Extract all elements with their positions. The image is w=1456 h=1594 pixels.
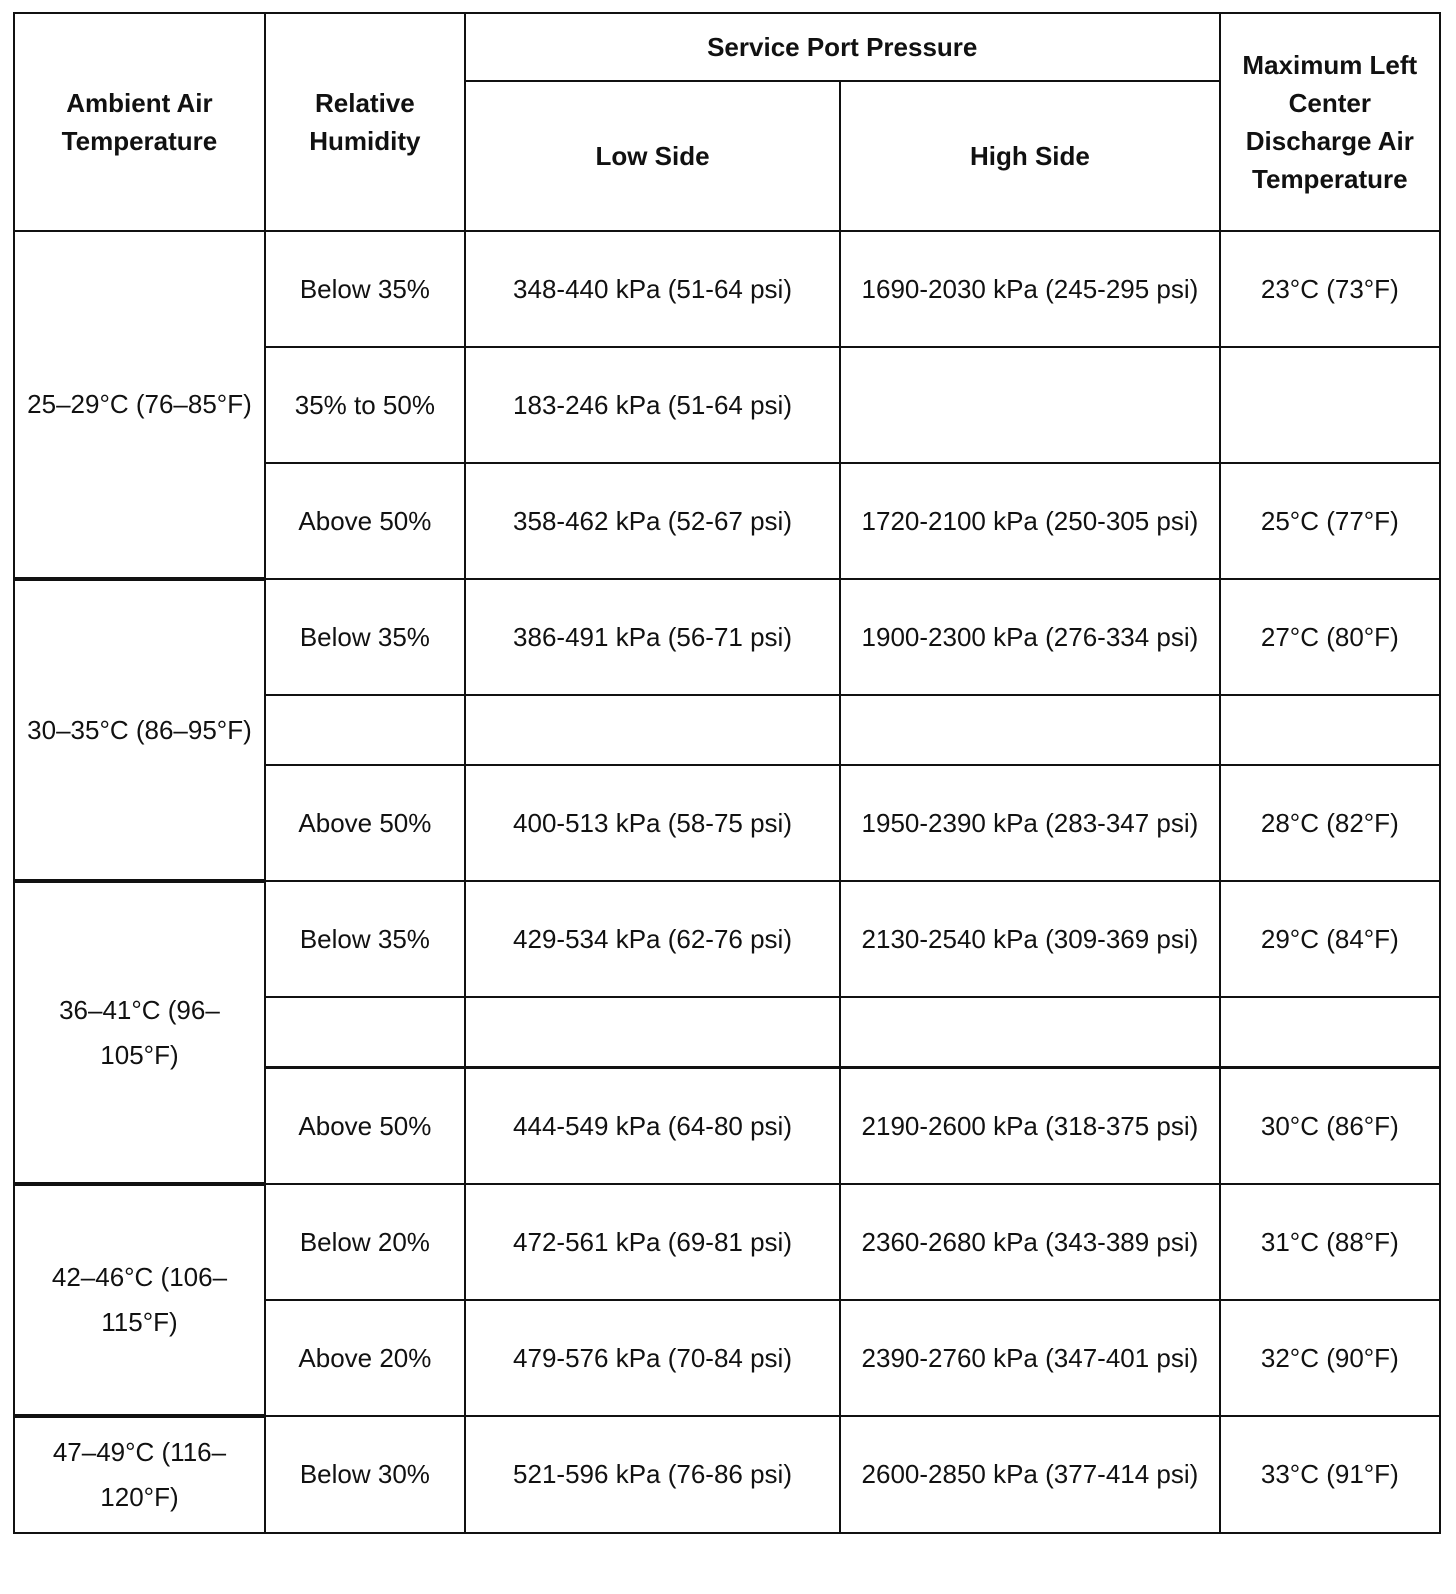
low-side-cell: 444-549 kPa (64-80 psi) xyxy=(465,1068,840,1185)
ambient-temp-cell: 30–35°C (86–95°F) xyxy=(14,579,265,881)
max-temp-cell: 27°C (80°F) xyxy=(1220,579,1440,695)
max-temp-cell: 25°C (77°F) xyxy=(1220,463,1440,579)
low-side-cell: 183-246 kPa (51-64 psi) xyxy=(465,347,840,463)
table-row xyxy=(14,231,1440,347)
high-side-cell xyxy=(840,695,1219,765)
max-temp-cell xyxy=(1220,695,1440,765)
max-temp-cell: 23°C (73°F) xyxy=(1220,231,1440,347)
humidity-cell: Below 30% xyxy=(265,1416,465,1533)
table-row xyxy=(14,1184,1440,1300)
high-side-cell: 2190-2600 kPa (318-375 psi) xyxy=(840,1068,1219,1185)
humidity-cell: Below 35% xyxy=(265,881,465,997)
max-temp-cell: 32°C (90°F) xyxy=(1220,1300,1440,1416)
low-side-cell: 400-513 kPa (58-75 psi) xyxy=(465,765,840,881)
humidity-cell: Below 35% xyxy=(265,231,465,347)
max-temp-cell xyxy=(1220,997,1440,1068)
max-temp-cell: 33°C (91°F) xyxy=(1220,1416,1440,1533)
high-side-cell xyxy=(840,997,1219,1068)
low-side-cell: 472-561 kPa (69-81 psi) xyxy=(465,1184,840,1300)
high-side-cell: 1900-2300 kPa (276-334 psi) xyxy=(840,579,1219,695)
table-row xyxy=(14,579,1440,695)
humidity-cell: 35% to 50% xyxy=(265,347,465,463)
high-side-cell: 1720-2100 kPa (250-305 psi) xyxy=(840,463,1219,579)
header-max-discharge-temp: Maximum Left Center Discharge Air Temperature xyxy=(1220,13,1440,231)
header-high-side: High Side xyxy=(840,81,1219,231)
low-side-cell: 429-534 kPa (62-76 psi) xyxy=(465,881,840,997)
ambient-temp-cell: 42–46°C (106–115°F) xyxy=(14,1184,265,1416)
ambient-temp-cell: 47–49°C (116–120°F) xyxy=(14,1416,265,1533)
humidity-cell: Above 50% xyxy=(265,1068,465,1185)
ambient-temp-cell: 25–29°C (76–85°F) xyxy=(14,231,265,579)
high-side-cell: 2390-2760 kPa (347-401 psi) xyxy=(840,1300,1219,1416)
low-side-cell: 479-576 kPa (70-84 psi) xyxy=(465,1300,840,1416)
high-side-cell xyxy=(840,347,1219,463)
max-temp-cell: 29°C (84°F) xyxy=(1220,881,1440,997)
low-side-cell: 386-491 kPa (56-71 psi) xyxy=(465,579,840,695)
humidity-cell: Above 20% xyxy=(265,1300,465,1416)
humidity-cell: Above 50% xyxy=(265,463,465,579)
high-side-cell: 2130-2540 kPa (309-369 psi) xyxy=(840,881,1219,997)
header-relative-humidity: Relative Humidity xyxy=(265,13,465,231)
humidity-cell: Below 20% xyxy=(265,1184,465,1300)
max-temp-cell: 28°C (82°F) xyxy=(1220,765,1440,881)
table-body xyxy=(14,231,1440,1533)
low-side-cell xyxy=(465,997,840,1068)
table-row xyxy=(14,881,1440,997)
high-side-cell: 1690-2030 kPa (245-295 psi) xyxy=(840,231,1219,347)
humidity-cell: Below 35% xyxy=(265,579,465,695)
pressure-spec-table xyxy=(13,12,1441,1534)
low-side-cell: 348-440 kPa (51-64 psi) xyxy=(465,231,840,347)
header-ambient-air-temperature: Ambient Air Temperature xyxy=(14,13,265,231)
max-temp-cell: 31°C (88°F) xyxy=(1220,1184,1440,1300)
ambient-temp-cell: 36–41°C (96–105°F) xyxy=(14,881,265,1184)
low-side-cell: 521-596 kPa (76-86 psi) xyxy=(465,1416,840,1533)
high-side-cell: 2360-2680 kPa (343-389 psi) xyxy=(840,1184,1219,1300)
low-side-cell xyxy=(465,695,840,765)
humidity-cell xyxy=(265,695,465,765)
high-side-cell: 1950-2390 kPa (283-347 psi) xyxy=(840,765,1219,881)
max-temp-cell: 30°C (86°F) xyxy=(1220,1068,1440,1185)
header-service-port-pressure: Service Port Pressure xyxy=(465,13,1220,81)
header-low-side: Low Side xyxy=(465,81,840,231)
table-header xyxy=(14,13,1440,231)
humidity-cell xyxy=(265,997,465,1068)
table-row xyxy=(14,1416,1440,1533)
low-side-cell: 358-462 kPa (52-67 psi) xyxy=(465,463,840,579)
humidity-cell: Above 50% xyxy=(265,765,465,881)
max-temp-cell xyxy=(1220,347,1440,463)
high-side-cell: 2600-2850 kPa (377-414 psi) xyxy=(840,1416,1219,1533)
